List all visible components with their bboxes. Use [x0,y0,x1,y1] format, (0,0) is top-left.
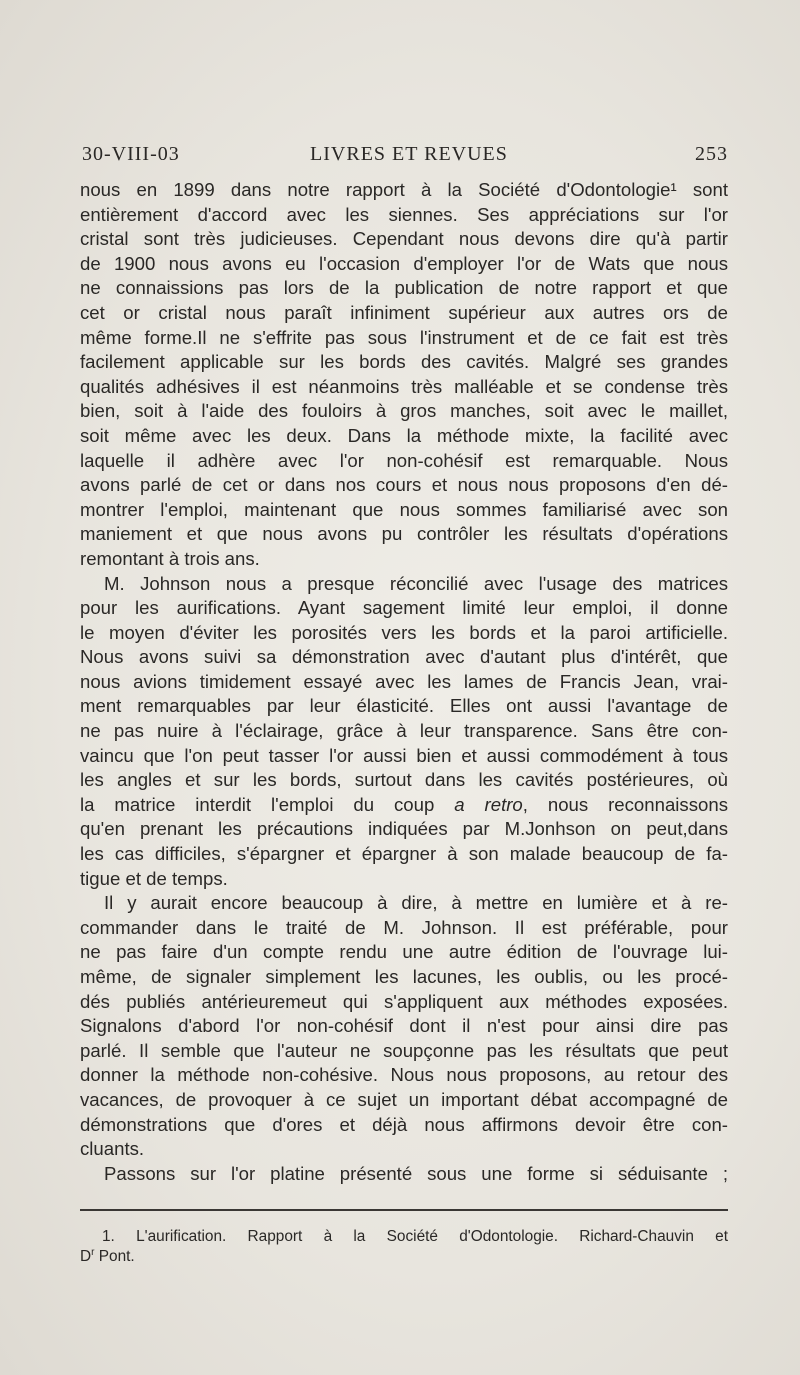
text-line: Passons sur l'or platine présenté sous une forme si séduisante ; [104,1162,728,1184]
text-line: nous avions timidement essayé avec les lames de Francis Jean, vrai- [80,670,728,692]
text-line: ne pas faire d'un compte rendu une autre édition de l'ouvrage lui- [80,941,728,963]
text-line: le moyen d'éviter les porosités vers les bords et la paroi artificielle. [80,621,728,643]
text-line: soit même avec les deux. Dans la méthode mixte, la facilité avec [80,424,728,446]
text-line: maniement et que nous avons pu contrôler les résultats d'opérations [80,523,728,545]
footnote-text: D [80,1248,92,1265]
footnote [80,1227,728,1267]
text-line: vacances, de provoquer à ce sujet un important débat accompagné de [80,1088,728,1110]
text-line: les angles et sur les bords, surtout dans les cavités postérieures, où [80,769,728,791]
text-line: facilement applicable sur les bords des cavités. Malgré ses grandes [80,351,728,373]
text-line: bien, soit à l'aide des fouloirs à gros manches, soit avec le maillet, [80,400,728,422]
footnote-text: Pont. [94,1248,135,1265]
text-line: cet or cristal nous paraît infiniment supérieur aux autres ors de [80,301,728,323]
text-line: ne connaissions pas lors de la publication de notre rapport et que [80,277,728,299]
footnote-divider [80,1209,728,1211]
text-line: démonstrations que d'ores et déjà nous affirmons devoir être con- [80,1113,728,1135]
text-line: avons parlé de cet or dans nos cours et nous nous proposons d'en dé- [80,474,728,496]
text-line: ment remarquables par leur élasticité. Elles ont aussi l'avantage de [80,695,728,717]
text-line: dés publiés antérieuremeut qui s'appliquent aux méthodes exposées. [80,990,728,1012]
text-line: tigue et de temps. [80,867,228,889]
header-title: LIVRES ET REVUES [310,143,508,165]
running-header [82,143,728,171]
footnote-line: 1. L'aurification. Rapport à la Société d'Odontologie. Richard-Chauvin et [102,1228,728,1245]
text-line: cluants. [80,1138,145,1160]
text-line: les cas difficiles, s'épargner et épargner à son malade beaucoup de fa- [80,843,728,865]
text-line: même, de signaler simplement les lacunes, les oublis, ou les procé- [80,966,728,987]
footnote-line [80,1247,728,1267]
text-line: Nous avons suivi sa démonstration avec d'autant plus d'intérêt, que [80,646,728,668]
text-line: nous en 1899 dans notre rapport à la Société d'Odontologie¹ sont [80,179,728,200]
page-number: 253 [695,143,728,165]
text-line: vaincu que l'on peut tasser l'or aussi bien et aussi commodément à tous [80,744,728,766]
text-line: qualités adhésives il est néanmoins très malléable et se condense très [80,375,728,397]
text-line: même forme.Il ne s'effrite pas sous l'instrument et de ce fait est très [80,326,728,348]
text-line: ne pas nuire à l'éclairage, grâce à leur transparence. Sans être con- [80,720,728,742]
text-line: Il y aurait encore beaucoup à dire, à mettre en lumière et à re- [104,892,728,914]
text-line-mixed [80,793,728,818]
text-line: parlé. Il semble que l'auteur ne soupçonne pas les résultats que peut [80,1039,728,1061]
text-line: pour les aurifications. Ayant sagement limité leur emploi, il donne [80,597,728,619]
main-text [80,178,728,1186]
text-line: Signalons d'abord l'or non-cohésif dont il n'est pour ainsi dire pas [80,1015,728,1037]
header-date: 30-VIII-03 [82,143,180,165]
text-line: remontant à trois ans. [80,547,260,569]
text-line: commander dans le traité de M. Johnson. Il est préférable, pour [80,916,728,938]
text-line: donner la méthode non-cohésive. Nous nous proposons, au retour des [80,1064,728,1086]
italic-phrase: a retro [454,793,523,815]
text-segment: la matrice interdit l'emploi du coup [80,793,435,815]
text-line: qu'en prenant les précautions indiquées par M.Jonhson on peut,dans [80,818,728,840]
text-line: montrer l'emploi, maintenant que nous sommes familiarisé avec son [80,498,728,520]
text-line: laquelle il adhère avec l'or non-cohésif est remarquable. Nous [80,449,728,471]
text-line: entièrement d'accord avec les siennes. Ses appréciations sur l'or [80,203,728,225]
text-segment: , nous reconnaissons [522,793,728,815]
text-line: de 1900 nous avons eu l'occasion d'employer l'or de Wats que nous [80,252,728,274]
text-line: M. Johnson nous a presque réconcilié avec l'usage des matrices [104,572,728,594]
text-line: cristal sont très judicieuses. Cependant nous devons dire qu'à partir [80,228,728,250]
footnote-superscript: r [91,1246,95,1258]
